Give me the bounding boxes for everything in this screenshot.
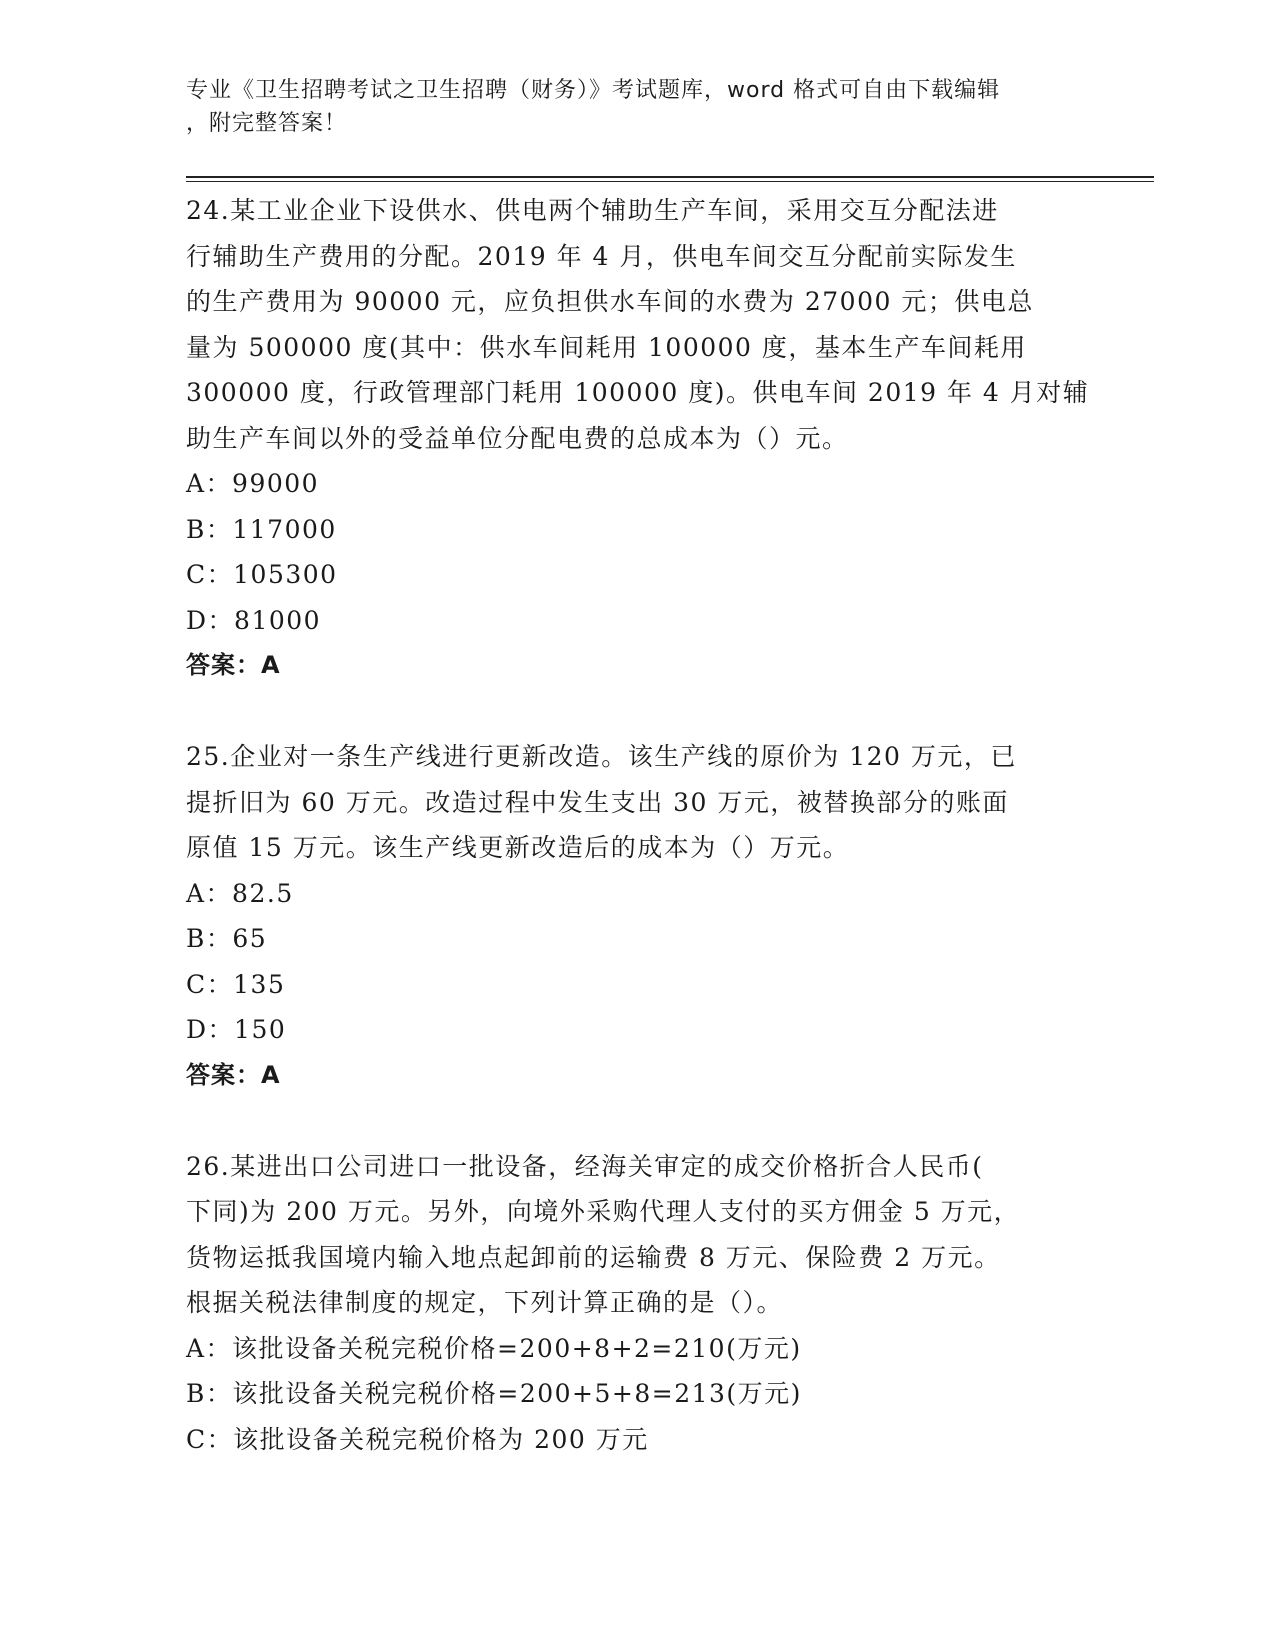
option-c: C：135 <box>186 969 286 999</box>
spacer <box>186 1098 1086 1144</box>
option-b: B：117000 <box>186 514 337 544</box>
answer-label: 答案：A <box>186 651 281 679</box>
header-rule-thin <box>186 181 1154 182</box>
question-text-line: 量为 500000 度(其中：供水车间耗用 100000 度，基本生产车间耗用 <box>186 332 1027 362</box>
question-text-line: 根据关税法律制度的规定，下列计算正确的是（）。 <box>186 1288 784 1317</box>
header-line-2: ，附完整答案！ <box>186 111 348 136</box>
header-line-1: 专业《卫生招聘考试之卫生招聘（财务）》考试题库，word 格式可自由下载编辑 <box>186 78 1001 103</box>
question-25 <box>186 734 1086 1098</box>
question-24 <box>186 188 1090 689</box>
question-text-line: 助生产车间以外的受益单位分配电费的总成本为（）元。 <box>186 423 849 453</box>
question-26 <box>186 1144 1086 1463</box>
option-d: D：150 <box>186 1015 287 1044</box>
option-a: A：99000 <box>186 469 320 498</box>
spacer <box>186 689 1086 735</box>
page-header <box>186 74 1066 140</box>
question-text-line: 行辅助生产费用的分配。2019 年 4 月，供电车间交互分配前实际发生 <box>186 241 1017 271</box>
option-a: A：82.5 <box>186 878 294 908</box>
question-text-line: 24.某工业企业下设供水、供电两个辅助生产车间，采用交互分配法进 <box>186 196 999 225</box>
option-d: D：81000 <box>186 605 322 635</box>
question-text-line: 的生产费用为 90000 元，应负担供水车间的水费为 27000 元；供电总 <box>186 287 1034 316</box>
question-text-line: 下同)为 200 万元。另外，向境外采购代理人支付的买方佣金 5 万元， <box>186 1197 1021 1226</box>
option-b: B：该批设备关税完税价格=200+5+8=213(万元) <box>186 1379 802 1408</box>
question-text-line: 300000 度，行政管理部门耗用 100000 度)。供电车间 2019 年 4 月对辅 <box>186 378 1090 407</box>
option-b: B：65 <box>186 924 268 953</box>
question-text-line: 26.某进出口公司进口一批设备，经海关审定的成交价格折合人民币( <box>186 1151 984 1181</box>
header-rule-thick <box>186 176 1154 178</box>
question-text-line: 原值 15 万元。该生产线更新改造后的成本为（）万元。 <box>186 833 850 862</box>
question-list <box>186 188 1090 1462</box>
answer-label: 答案：A <box>186 1060 281 1089</box>
option-c: C：105300 <box>186 560 338 589</box>
option-c: C：该批设备关税完税价格为 200 万元 <box>186 1424 649 1454</box>
question-text-line: 25.企业对一条生产线进行更新改造。该生产线的原价为 120 万元，已 <box>186 742 1017 771</box>
question-text-line: 提折旧为 60 万元。改造过程中发生支出 30 万元，被替换部分的账面 <box>186 787 1009 817</box>
option-a: A：该批设备关税完税价格=200+8+2=210(万元) <box>186 1333 802 1363</box>
question-text-line: 货物运抵我国境内输入地点起卸前的运输费 8 万元、保险费 2 万元。 <box>186 1242 1001 1272</box>
